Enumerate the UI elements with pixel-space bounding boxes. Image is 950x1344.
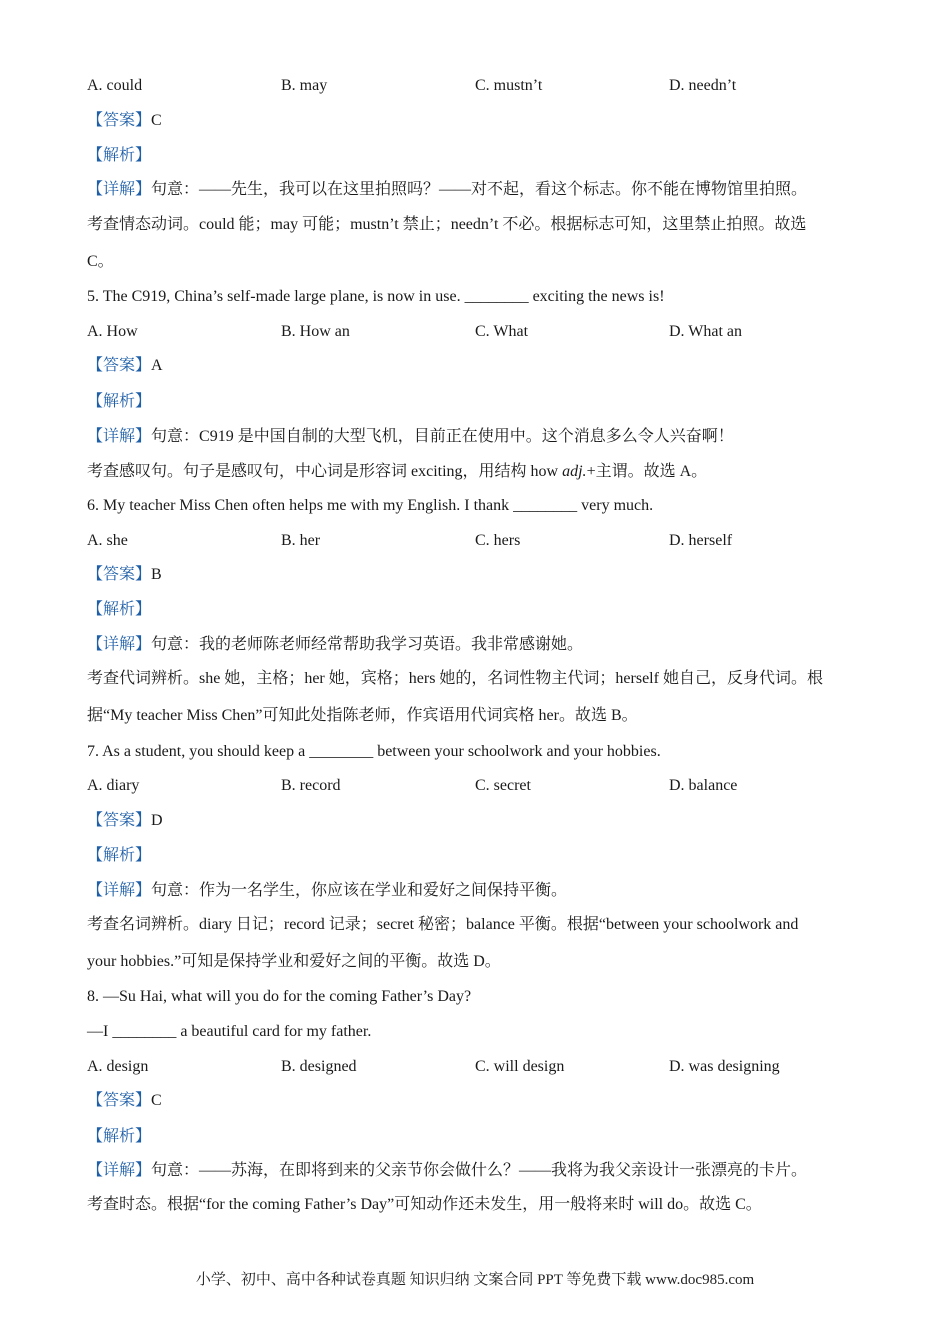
q6-detail xyxy=(87,635,583,655)
q5-detail xyxy=(87,427,734,447)
q8-option-d: D. was designing xyxy=(669,1058,780,1075)
detail-tag: 【详解】 xyxy=(87,181,152,198)
q4-explain-line1: 考查情态动词。could 能；may 可能；mustn’t 禁止；needn’t 不必。根据标志可知，这里禁止拍照。故选 xyxy=(87,216,807,233)
answer-tag: 【答案】 xyxy=(87,357,152,374)
detail-text: 句意：作为一名学生，你应该在学业和爱好之间保持平衡。 xyxy=(151,882,568,899)
q7-explain-line2: your hobbies.”可知是保持学业和爱好之间的平衡。故选 D。 xyxy=(87,953,501,970)
q6-option-a: A. she xyxy=(87,532,128,549)
q7-answer xyxy=(87,811,163,831)
q4-analysis-heading: 【解析】 xyxy=(87,147,152,164)
q6-explain-line2: 据“My teacher Miss Chen”可知此处指陈老师，作宾语用代词宾格 her。故选 B。 xyxy=(87,707,638,724)
explain-part-b: +主谓。故选 A。 xyxy=(586,463,708,480)
answer-tag: 【答案】 xyxy=(87,1092,152,1109)
q6-option-c: C. hers xyxy=(475,532,521,549)
q4-option-b: B. may xyxy=(281,77,328,94)
q6-stem: 6. My teacher Miss Chen often helps me with my English. I thank ________ very much. xyxy=(87,497,654,514)
q8-option-c: C. will design xyxy=(475,1058,565,1075)
q5-option-a: A. How xyxy=(87,323,138,340)
q7-analysis-heading: 【解析】 xyxy=(87,847,152,864)
q4-detail xyxy=(87,180,807,200)
q6-analysis-heading: 【解析】 xyxy=(87,601,152,618)
q7-option-a: A. diary xyxy=(87,777,140,794)
q4-explain-line2: C。 xyxy=(87,253,114,270)
answer-value: C xyxy=(151,112,162,129)
q4-option-d: D. needn’t xyxy=(669,77,737,94)
q7-detail xyxy=(87,881,567,901)
q8-stem-line1: 8. —Su Hai, what will you do for the coming Father’s Day? xyxy=(87,988,472,1005)
detail-text: 句意：——苏海，在即将到来的父亲节你会做什么？——我将为我父亲设计一张漂亮的卡片。 xyxy=(151,1162,808,1179)
q7-stem: 7. As a student, you should keep a ________ between your schoolwork and your hobbies. xyxy=(87,743,661,760)
detail-tag: 【详解】 xyxy=(87,428,152,445)
q7-option-b: B. record xyxy=(281,777,341,794)
q6-option-b: B. her xyxy=(281,532,321,549)
q8-stem-line2: —I ________ a beautiful card for my father. xyxy=(87,1023,372,1040)
answer-tag: 【答案】 xyxy=(87,566,152,583)
q5-analysis-heading: 【解析】 xyxy=(87,393,152,410)
detail-tag: 【详解】 xyxy=(87,1162,152,1179)
q6-answer xyxy=(87,565,162,585)
detail-text: 句意：——先生，我可以在这里拍照吗？——对不起，看这个标志。你不能在博物馆里拍照。 xyxy=(151,181,808,198)
q4-option-a: A. could xyxy=(87,77,143,94)
q7-explain-line1: 考查名词辨析。diary 日记；record 记录；secret 秘密；balance 平衡。根据“between your schoolwork and xyxy=(87,916,799,933)
answer-tag: 【答案】 xyxy=(87,112,152,129)
q4-option-c: C. mustn’t xyxy=(475,77,543,94)
answer-value: D xyxy=(151,812,163,829)
explain-part-a: 考查感叹句。句子是感叹句，中心词是形容词 exciting，用结构 how xyxy=(87,463,563,480)
q5-option-c: C. What xyxy=(475,323,529,340)
detail-text: 句意：我的老师陈老师经常帮助我学习英语。我非常感谢她。 xyxy=(151,636,584,653)
explain-italic: adj. xyxy=(562,463,587,480)
answer-value: C xyxy=(151,1092,162,1109)
q5-stem: 5. The C919, China’s self-made large plane, is now in use. ________ exciting the news is! xyxy=(87,288,665,305)
answer-value: A xyxy=(151,357,163,374)
q6-explain-line1: 考查代词辨析。she 她，主格；her 她，宾格；hers 她的，名词性物主代词；herself 她自己，反身代词。根 xyxy=(87,670,823,687)
q4-answer xyxy=(87,111,162,131)
q8-option-a: A. design xyxy=(87,1058,149,1075)
answer-value: B xyxy=(151,566,162,583)
q5-explain xyxy=(87,462,707,482)
q5-answer xyxy=(87,356,163,376)
detail-tag: 【详解】 xyxy=(87,882,152,899)
answer-tag: 【答案】 xyxy=(87,812,152,829)
q8-option-b: B. designed xyxy=(281,1058,357,1075)
q7-option-d: D. balance xyxy=(669,777,738,794)
q8-analysis-heading: 【解析】 xyxy=(87,1128,152,1145)
detail-text: 句意：C919 是中国自制的大型飞机，目前正在使用中。这个消息多么令人兴奋啊！ xyxy=(151,428,734,445)
q8-answer xyxy=(87,1091,162,1111)
q5-option-d: D. What an xyxy=(669,323,743,340)
page-footer: 小学、初中、高中各种试卷真题 知识归纳 文案合同 PPT 等免费下载 www.doc985.com xyxy=(195,1272,755,1288)
detail-tag: 【详解】 xyxy=(87,636,152,653)
q8-explain-line1: 考查时态。根据“for the coming Father’s Day”可知动作还未发生，用一般将来时 will do。故选 C。 xyxy=(87,1196,762,1213)
q6-option-d: D. herself xyxy=(669,532,733,549)
q5-option-b: B. How an xyxy=(281,323,350,340)
q7-option-c: C. secret xyxy=(475,777,531,794)
q8-detail xyxy=(87,1161,807,1181)
